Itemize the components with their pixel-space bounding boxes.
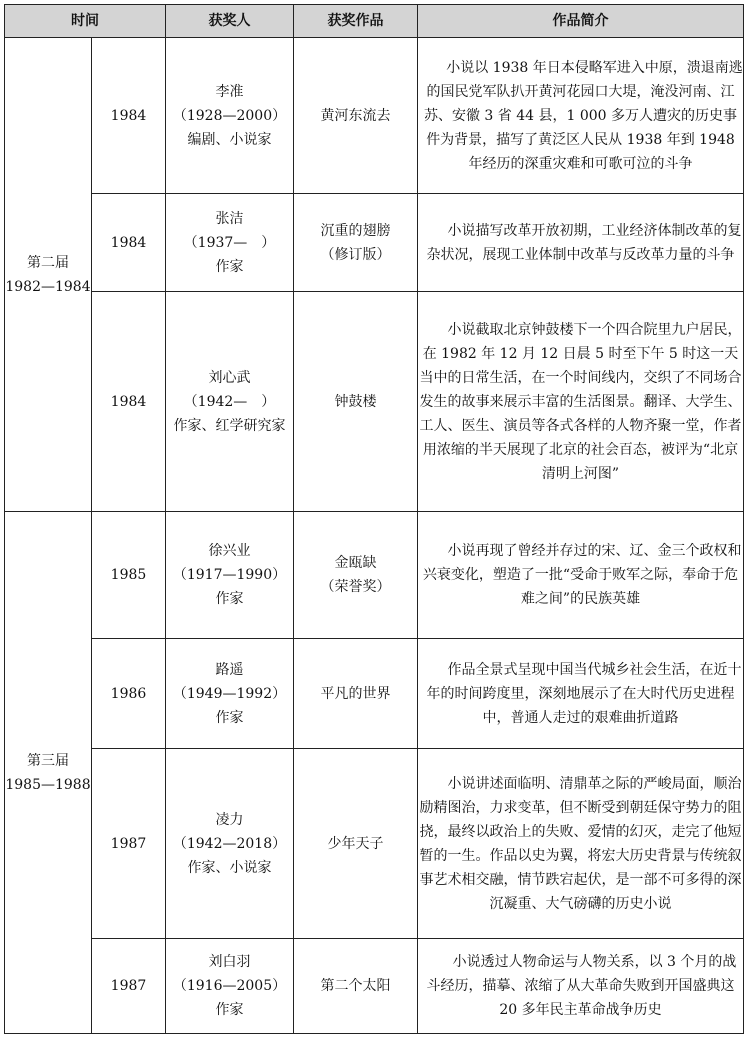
work-note: （修订版） [320,246,391,263]
session-years: 1985—1988 [5,776,91,793]
winner-role: 作家 [215,591,244,607]
table-row [5,194,744,292]
summary-cell [418,749,744,939]
winner-role: 作家 [215,1002,244,1018]
work-title: 第二个太阳 [320,978,391,994]
year-cell: 1987 [92,749,166,939]
year-cell: 1986 [92,639,166,749]
winner-cell [166,194,294,292]
work-title: 金瓯缺 [334,555,377,571]
summary-cell [418,292,744,512]
winner-life: （1942—2018） [172,835,287,852]
session-years: 1982—1984 [5,278,91,295]
winner-cell [166,939,294,1034]
summary-cell [418,194,744,292]
work-cell [294,749,418,939]
work-title: 平凡的世界 [320,685,391,702]
header-winner: 获奖人 [166,5,294,38]
session-cell [5,38,92,512]
work-cell [294,292,418,512]
session-cell [5,512,92,1034]
winner-life: （1928—2000） [172,107,287,124]
session-name: 第二届 [27,254,69,271]
winner-cell [166,749,294,939]
work-title: 黄河东流去 [320,107,391,124]
year-cell: 1985 [92,512,166,639]
winner-name: 张洁 [215,210,244,227]
winner-life: （1917—1990） [172,567,287,583]
table-row [5,512,744,639]
winner-name: 刘心武 [208,369,251,386]
year-cell: 1984 [92,38,166,194]
table-row [5,749,744,939]
header-work: 获奖作品 [294,5,418,38]
winner-name: 徐兴业 [208,543,251,559]
winner-cell [166,38,294,194]
summary-text: 小说再现了曾经并存过的宋、辽、金三个政权和兴衰变化，塑造了一批“受命于败军之际，奉命于危难之间”的民族英雄 [422,543,742,607]
summary-cell [418,639,744,749]
work-cell [294,639,418,749]
work-cell [294,512,418,639]
header-row [5,5,744,38]
year-cell: 1987 [92,939,166,1034]
table-row [5,38,744,194]
summary-text: 小说以 1938 年日本侵略军进入中原，溃退南逃的国民党军队扒开黄河花园口大堤，淹没河南、江苏、安徽 3 省 44 县，1 000 多万人遭灾的历史事件为背景，描写了黄泛区人民从 1938 年到 1948 年经历的深重灾难和可歌可泣的斗争 [423,59,743,172]
summary-text: 小说讲述面临明、清鼎革之际的严峻局面，顺治励精图治，力求变革，但不断受到朝廷保守势力的阻挠，最终以政治上的失败、爱情的幻灭，走完了他短暂的一生。作品以史为翼，将宏大历史背景与传统叙事艺术相交融，情节跌宕起伏，是一部不可多得的深沉凝重、大气磅礴的历史小说 [419,775,742,912]
winner-role: 作家 [215,258,244,275]
table-row [5,292,744,512]
work-note: （荣誉奖） [320,579,391,595]
summary-cell [418,38,744,194]
work-cell [294,194,418,292]
winner-role: 编剧、小说家 [187,131,272,148]
winner-life: （1942— ） [183,393,276,410]
winner-role: 作家、红学研究家 [173,417,286,434]
winner-role: 作家、小说家 [187,859,272,876]
year-cell: 1984 [92,194,166,292]
summary-text: 小说截取北京钟鼓楼下一个四合院里九户居民，在 1982 年 12 月 12 日晨 5 时至下午 5 时这一天当中的日常生活，在一个时间线内，交织了不同场合发生的故事来展示丰富的生活图景。翻译、大学生、工人、医生、演员等各式各样的人物齐聚一堂，作者用浓缩的半天展现了北京的社会百态，被评为“北京清明上河图” [419,321,742,482]
winner-life: （1937— ） [183,234,276,251]
winner-name: 路遥 [215,661,244,678]
winner-cell [166,512,294,639]
header-time: 时间 [5,5,166,38]
winner-life: （1916—2005） [172,978,287,994]
summary-cell [418,512,744,639]
summary-text: 小说透过人物命运与人物关系，以 3 个月的战斗经历，描摹、浓缩了从大革命失败到开国盛典这 20 多年民主革命战争历史 [426,954,737,1018]
summary-cell [418,939,744,1034]
winner-name: 凌力 [215,811,244,828]
winner-life: （1949—1992） [172,685,287,702]
summary-text: 小说描写改革开放初期，工业经济体制改革的复杂状况，展现工业体制中改革与反改革力量的斗争 [426,222,742,263]
winner-name: 李准 [215,83,244,100]
work-title: 钟鼓楼 [334,393,377,410]
work-cell [294,38,418,194]
winner-role: 作家 [215,709,244,726]
work-title: 少年天子 [327,835,384,852]
header-summary: 作品简介 [418,5,744,38]
year-cell: 1984 [92,292,166,512]
winner-cell [166,292,294,512]
table-row [5,639,744,749]
winner-cell [166,639,294,749]
table-row [5,939,744,1034]
summary-text: 作品全景式呈现中国当代城乡社会生活，在近十年的时间跨度里，深刻地展示了在大时代历史进程中，普通人走过的艰难曲折道路 [426,661,742,726]
awards-table [4,4,744,1034]
winner-name: 刘白羽 [208,954,251,970]
work-cell [294,939,418,1034]
work-title: 沉重的翅膀 [320,222,391,239]
session-name: 第三届 [27,752,69,769]
